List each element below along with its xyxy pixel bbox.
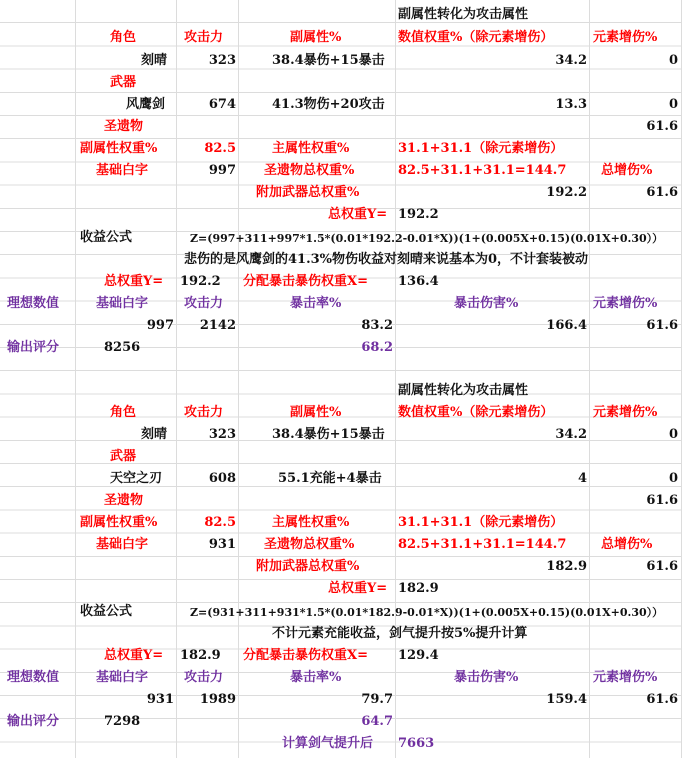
output-score-extra-2[interactable]: 64.7 bbox=[361, 714, 393, 729]
header-role[interactable]: 角色 bbox=[110, 30, 137, 45]
ideal-crit-damage-header-2[interactable]: 暴击伤害% bbox=[454, 670, 519, 685]
weapon-label[interactable]: 武器 bbox=[110, 75, 137, 90]
formula-2[interactable]: Z=(931+311+931*1.5*(0.01*182.9-0.01*X))(1+(0.005X+0.15)(0.01X+0.30）） bbox=[190, 606, 664, 619]
character-name-2[interactable]: 刻晴 bbox=[141, 427, 168, 442]
alloc-crit-weight-label[interactable]: 分配暴击暴伤权重X= bbox=[243, 274, 368, 289]
header-substat-2[interactable]: 副属性% bbox=[290, 405, 342, 420]
formula-label-2[interactable]: 收益公式 bbox=[80, 604, 133, 619]
header-attack-2[interactable]: 攻击力 bbox=[184, 405, 224, 420]
weapon-attack[interactable]: 674 bbox=[208, 97, 236, 112]
output-score-value-2[interactable]: 7298 bbox=[104, 714, 141, 729]
header-elemental-bonus-2[interactable]: 元素增伤% bbox=[593, 405, 658, 420]
ideal-base-value[interactable]: 997 bbox=[146, 318, 174, 333]
substat-weight-label[interactable]: 副属性权重% bbox=[80, 141, 158, 156]
ideal-base-header[interactable]: 基础白字 bbox=[96, 296, 149, 311]
artifact-total-weight-label-2[interactable]: 圣遗物总权重% bbox=[264, 537, 355, 552]
header-value-weight-2[interactable]: 数值权重%（除元素增伤） bbox=[398, 405, 554, 420]
ideal-attack-value-2[interactable]: 1989 bbox=[199, 692, 236, 707]
character-name[interactable]: 刻晴 bbox=[141, 53, 168, 68]
conversion-title-2[interactable]: 副属性转化为攻击属性 bbox=[398, 383, 529, 398]
ideal-crit-rate-header-2[interactable]: 暴击率% bbox=[290, 670, 342, 685]
total-bonus-label-2[interactable]: 总增伤% bbox=[601, 537, 653, 552]
base-attack-value-2[interactable]: 931 bbox=[208, 537, 236, 552]
weapon-weight[interactable]: 13.3 bbox=[555, 97, 587, 112]
mainstat-weight-value[interactable]: 31.1+31.1（除元素增伤） bbox=[398, 141, 564, 156]
alloc-crit-weight-label-2[interactable]: 分配暴击暴伤权重X= bbox=[243, 648, 368, 663]
weapon-substat[interactable]: 41.3物伤+20攻击 bbox=[272, 97, 385, 112]
ideal-crit-rate-value[interactable]: 83.2 bbox=[361, 318, 393, 333]
ideal-crit-damage-value[interactable]: 166.4 bbox=[546, 318, 587, 333]
ideal-attack-value[interactable]: 2142 bbox=[199, 318, 236, 333]
mainstat-weight-label-2[interactable]: 主属性权重% bbox=[272, 515, 350, 530]
output-score-label-2[interactable]: 输出评分 bbox=[7, 714, 60, 729]
weapon-attack-2[interactable]: 608 bbox=[208, 471, 236, 486]
alloc-total-weight-label-2[interactable]: 总权重Y= bbox=[104, 648, 164, 663]
note[interactable]: 悲伤的是风鹰剑的41.3%物伤收益对刻晴来说基本为0，不计套装被动 bbox=[184, 252, 589, 267]
total-weight-label[interactable]: 总权重Y= bbox=[328, 207, 388, 222]
total-weight-value[interactable]: 192.2 bbox=[398, 207, 439, 222]
header-role-2[interactable]: 角色 bbox=[110, 405, 137, 420]
weapon-label-2[interactable]: 武器 bbox=[110, 449, 137, 464]
alloc-total-weight-label[interactable]: 总权重Y= bbox=[104, 274, 164, 289]
character-elemental[interactable]: 0 bbox=[668, 53, 678, 68]
character-substat-2[interactable]: 38.4暴伤+15暴击 bbox=[272, 427, 385, 442]
total-weight-label-2[interactable]: 总权重Y= bbox=[328, 581, 388, 596]
output-score-value[interactable]: 8256 bbox=[104, 340, 141, 355]
character-attack-2[interactable]: 323 bbox=[208, 427, 236, 442]
weapon-elemental-2[interactable]: 0 bbox=[668, 471, 678, 486]
character-elemental-2[interactable]: 0 bbox=[668, 427, 678, 442]
artifact-elemental-2[interactable]: 61.6 bbox=[646, 493, 678, 508]
ideal-elemental-header[interactable]: 元素增伤% bbox=[593, 296, 658, 311]
header-elemental-bonus[interactable]: 元素增伤% bbox=[593, 30, 658, 45]
weapon-name-2[interactable]: 天空之刃 bbox=[110, 471, 163, 486]
artifact-total-weight-label[interactable]: 圣遗物总权重% bbox=[264, 163, 355, 178]
character-weight[interactable]: 34.2 bbox=[555, 53, 587, 68]
artifact-label[interactable]: 圣遗物 bbox=[104, 119, 144, 134]
weapon-substat-2[interactable]: 55.1充能+4暴击 bbox=[278, 471, 382, 486]
formula-label[interactable]: 收益公式 bbox=[80, 230, 133, 245]
alloc-total-weight-value-2[interactable]: 182.9 bbox=[180, 648, 221, 663]
total-bonus-label[interactable]: 总增伤% bbox=[601, 163, 653, 178]
weapon-total-weight-value[interactable]: 192.2 bbox=[546, 185, 587, 200]
weapon-total-weight-value-2[interactable]: 182.9 bbox=[546, 559, 587, 574]
ideal-elemental-header-2[interactable]: 元素增伤% bbox=[593, 670, 658, 685]
ideal-elemental-value[interactable]: 61.6 bbox=[646, 318, 678, 333]
header-attack[interactable]: 攻击力 bbox=[184, 30, 224, 45]
base-attack-label[interactable]: 基础白字 bbox=[96, 163, 149, 178]
ideal-crit-damage-value-2[interactable]: 159.4 bbox=[546, 692, 587, 707]
substat-weight-value-2[interactable]: 82.5 bbox=[204, 515, 236, 530]
alloc-crit-weight-value-2[interactable]: 129.4 bbox=[398, 648, 439, 663]
note-2[interactable]: 不计元素充能收益，剑气提升按5%提升计算 bbox=[272, 626, 528, 641]
weapon-elemental[interactable]: 0 bbox=[668, 97, 678, 112]
sword-boost-value[interactable]: 7663 bbox=[398, 736, 435, 751]
total-weight-value-2[interactable]: 182.9 bbox=[398, 581, 439, 596]
ideal-values-label[interactable]: 理想数值 bbox=[7, 296, 60, 311]
mainstat-weight-value-2[interactable]: 31.1+31.1（除元素增伤） bbox=[398, 515, 564, 530]
substat-weight-label-2[interactable]: 副属性权重% bbox=[80, 515, 158, 530]
artifact-total-weight-value[interactable]: 82.5+31.1+31.1=144.7 bbox=[398, 163, 567, 178]
ideal-attack-header-2[interactable]: 攻击力 bbox=[184, 670, 224, 685]
weapon-weight-2[interactable]: 4 bbox=[577, 471, 587, 486]
mainstat-weight-label[interactable]: 主属性权重% bbox=[272, 141, 350, 156]
weapon-total-weight-label-2[interactable]: 附加武器总权重% bbox=[256, 559, 360, 574]
artifact-elemental[interactable]: 61.6 bbox=[646, 119, 678, 134]
weapon-total-elemental-2[interactable]: 61.6 bbox=[646, 559, 678, 574]
ideal-attack-header[interactable]: 攻击力 bbox=[184, 296, 224, 311]
base-attack-label-2[interactable]: 基础白字 bbox=[96, 537, 149, 552]
character-weight-2[interactable]: 34.2 bbox=[555, 427, 587, 442]
weapon-total-weight-label[interactable]: 附加武器总权重% bbox=[256, 185, 360, 200]
weapon-name[interactable]: 风鹰剑 bbox=[126, 97, 166, 112]
ideal-elemental-value-2[interactable]: 61.6 bbox=[646, 692, 678, 707]
artifact-total-weight-value-2[interactable]: 82.5+31.1+31.1=144.7 bbox=[398, 537, 567, 552]
header-value-weight[interactable]: 数值权重%（除元素增伤） bbox=[398, 30, 554, 45]
alloc-total-weight-value[interactable]: 192.2 bbox=[180, 274, 221, 289]
sword-boost-label[interactable]: 计算剑气提升后 bbox=[282, 736, 374, 751]
base-attack-value[interactable]: 997 bbox=[208, 163, 236, 178]
character-substat[interactable]: 38.4暴伤+15暴击 bbox=[272, 53, 385, 68]
ideal-base-header-2[interactable]: 基础白字 bbox=[96, 670, 149, 685]
ideal-crit-rate-header[interactable]: 暴击率% bbox=[290, 296, 342, 311]
header-substat[interactable]: 副属性% bbox=[290, 30, 342, 45]
ideal-crit-damage-header[interactable]: 暴击伤害% bbox=[454, 296, 519, 311]
substat-weight-value[interactable]: 82.5 bbox=[204, 141, 236, 156]
output-score-label[interactable]: 输出评分 bbox=[7, 340, 60, 355]
ideal-base-value-2[interactable]: 931 bbox=[146, 692, 174, 707]
weapon-total-elemental[interactable]: 61.6 bbox=[646, 185, 678, 200]
conversion-title[interactable]: 副属性转化为攻击属性 bbox=[398, 7, 529, 22]
ideal-values-label-2[interactable]: 理想数值 bbox=[7, 670, 60, 685]
character-attack[interactable]: 323 bbox=[208, 53, 236, 68]
formula[interactable]: Z=(997+311+997*1.5*(0.01*192.2-0.01*X))(1+(0.005X+0.15)(0.01X+0.30）） bbox=[190, 232, 664, 245]
alloc-crit-weight-value[interactable]: 136.4 bbox=[398, 274, 439, 289]
ideal-crit-rate-value-2[interactable]: 79.7 bbox=[361, 692, 393, 707]
artifact-label-2[interactable]: 圣遗物 bbox=[104, 493, 144, 508]
output-score-extra[interactable]: 68.2 bbox=[361, 340, 393, 355]
